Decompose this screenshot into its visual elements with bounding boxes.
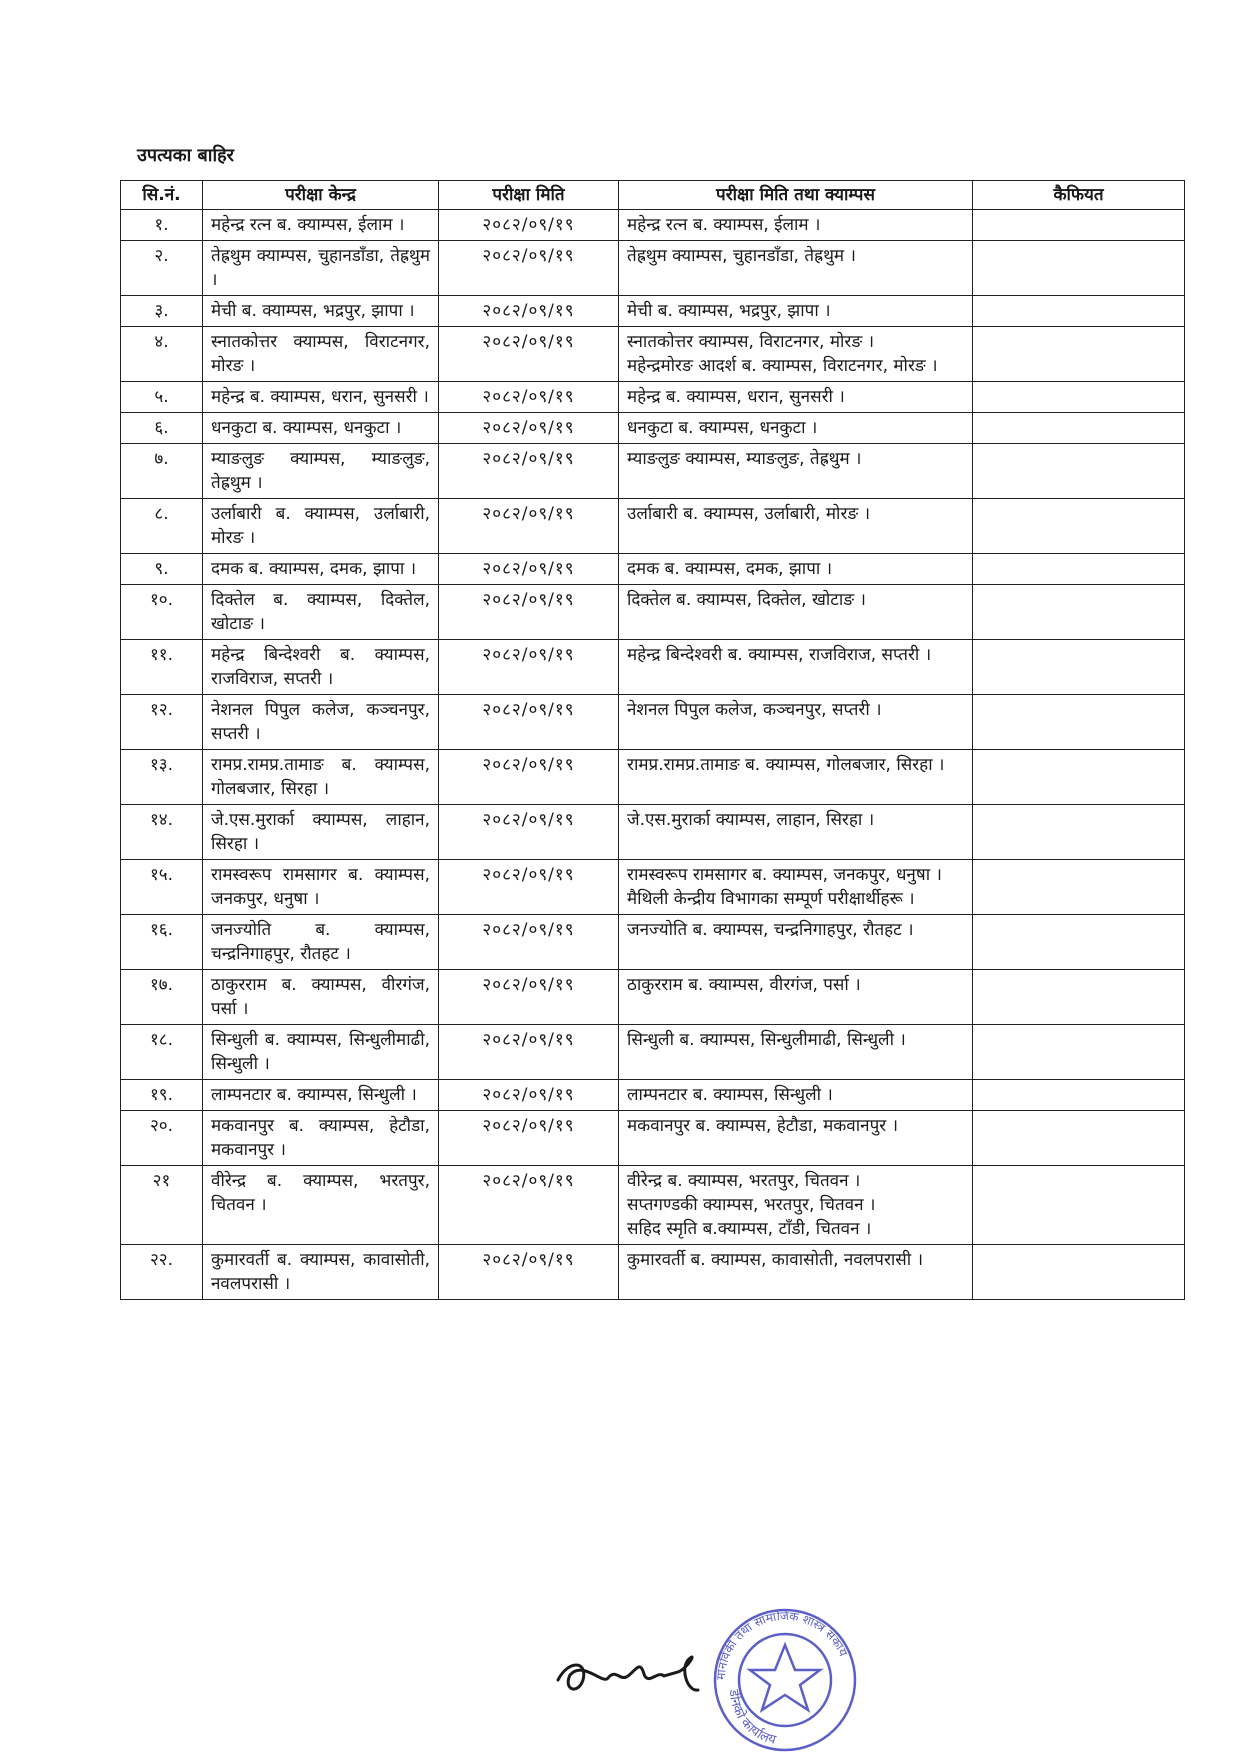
serial-number-cell: ९. [121, 554, 203, 585]
exam-date-cell: २०८२/०९/१९ [439, 640, 619, 695]
serial-number-cell: ८. [121, 499, 203, 554]
campus-line: कुमारवर्ती ब. क्याम्पस, कावासोती, नवलपरासी । [627, 1250, 924, 1270]
serial-number-cell: १४. [121, 805, 203, 860]
exam-center-cell: स्नातकोत्तर क्याम्पस, विराटनगर, मोरङ । [203, 327, 439, 382]
serial-number-cell: १७. [121, 970, 203, 1025]
campus-line: रामप्र.रामप्र.तामाङ ब. क्याम्पस, गोलबजार, सिरहा । [627, 755, 945, 775]
campus-line: मकवानपुर ब. क्याम्पस, हेटौडा, मकवानपुर । [627, 1116, 899, 1136]
exam-campus-cell [619, 695, 973, 750]
exam-campus-cell [619, 1166, 973, 1245]
exam-campus-cell [619, 805, 973, 860]
remarks-cell [973, 860, 1185, 915]
campus-line: तेह्रथुम क्याम्पस, चुहानडाँडा, तेह्रथुम । [627, 246, 856, 266]
exam-center-cell: मकवानपुर ब. क्याम्पस, हेटौडा, मकवानपुर । [203, 1111, 439, 1166]
exam-campus-cell [619, 915, 973, 970]
exam-center-cell: दिक्तेल ब. क्याम्पस, दिक्तेल, खोटाङ । [203, 585, 439, 640]
exam-campus-cell [619, 554, 973, 585]
exam-date-cell: २०८२/०९/१९ [439, 210, 619, 241]
footer-area [0, 1590, 1240, 1755]
campus-line: दमक ब. क्याम्पस, दमक, झापा । [627, 559, 833, 579]
exam-date-cell: २०८२/०९/१९ [439, 585, 619, 640]
table-row [121, 1245, 1185, 1300]
table-row [121, 750, 1185, 805]
exam-center-cell: कुमारवर्ती ब. क्याम्पस, कावासोती, नवलपरासी । [203, 1245, 439, 1300]
exam-campus-cell [619, 499, 973, 554]
table-row [121, 444, 1185, 499]
table-row [121, 382, 1185, 413]
exam-center-cell: म्याङलुङ क्याम्पस, म्याङलुङ, तेह्रथुम । [203, 444, 439, 499]
exam-campus-cell [619, 585, 973, 640]
exam-date-cell: २०८२/०९/१९ [439, 915, 619, 970]
serial-number-cell: १६. [121, 915, 203, 970]
exam-date-cell: २०८२/०९/१९ [439, 296, 619, 327]
exam-center-cell: रामस्वरूप रामसागर ब. क्याम्पस, जनकपुर, धनुषा । [203, 860, 439, 915]
serial-number-cell: १९. [121, 1080, 203, 1111]
campus-line: महेन्द्र बिन्देश्वरी ब. क्याम्पस, राजविराज, सप्तरी । [627, 645, 932, 665]
exam-center-cell: महेन्द्र रत्न ब. क्याम्पस, ईलाम । [203, 210, 439, 241]
remarks-cell [973, 241, 1185, 296]
campus-line: उर्लाबारी ब. क्याम्पस, उर्लाबारी, मोरङ । [627, 504, 871, 524]
campus-line: सप्तगण्डकी क्याम्पस, भरतपुर, चितवन । [627, 1195, 876, 1215]
remarks-cell [973, 327, 1185, 382]
serial-number-cell: २२. [121, 1245, 203, 1300]
campus-line: मेची ब. क्याम्पस, भद्रपुर, झापा । [627, 301, 831, 321]
campus-line: जनज्योति ब. क्याम्पस, चन्द्रनिगाहपुर, रौतहट । [627, 920, 914, 940]
exam-date-cell: २०८२/०९/१९ [439, 241, 619, 296]
exam-campus-cell [619, 413, 973, 444]
exam-campus-cell [619, 210, 973, 241]
exam-campus-cell [619, 1080, 973, 1111]
campus-line: धनकुटा ब. क्याम्पस, धनकुटा । [627, 418, 818, 438]
exam-date-cell: २०८२/०९/१९ [439, 1025, 619, 1080]
table-row [121, 241, 1185, 296]
exam-date-cell: २०८२/०९/१९ [439, 554, 619, 585]
table-row [121, 499, 1185, 554]
table-header-row [121, 181, 1185, 210]
table-row [121, 860, 1185, 915]
exam-date-cell: २०८२/०९/१९ [439, 750, 619, 805]
remarks-cell [973, 1080, 1185, 1111]
remarks-cell [973, 210, 1185, 241]
campus-line: नेशनल पिपुल कलेज, कञ्चनपुर, सप्तरी । [627, 700, 882, 720]
campus-line: जे.एस.मुरार्का क्याम्पस, लाहान, सिरहा । [627, 810, 875, 830]
exam-campus-cell [619, 750, 973, 805]
serial-number-cell: ११. [121, 640, 203, 695]
exam-campus-cell [619, 860, 973, 915]
table-row [121, 1166, 1185, 1245]
exam-date-cell: २०८२/०९/१९ [439, 695, 619, 750]
remarks-cell [973, 1166, 1185, 1245]
exam-center-cell: मेची ब. क्याम्पस, भद्रपुर, झापा । [203, 296, 439, 327]
exam-date-cell: २०८२/०९/१९ [439, 1245, 619, 1300]
header-remarks: कैफियत [973, 181, 1185, 210]
campus-line: म्याङलुङ क्याम्पस, म्याङलुङ, तेह्रथुम । [627, 449, 862, 469]
exam-campus-cell [619, 382, 973, 413]
remarks-cell [973, 382, 1185, 413]
campus-line: लाम्पनटार ब. क्याम्पस, सिन्धुली । [627, 1085, 833, 1105]
remarks-cell [973, 585, 1185, 640]
serial-number-cell: २१ [121, 1166, 203, 1245]
table-row [121, 695, 1185, 750]
table-row [121, 970, 1185, 1025]
svg-text:डीनको कार्यालय [726, 1688, 778, 1748]
exam-date-cell: २०८२/०९/१९ [439, 860, 619, 915]
exam-center-cell: लाम्पनटार ब. क्याम्पस, सिन्धुली । [203, 1080, 439, 1111]
exam-center-cell: महेन्द्र ब. क्याम्पस, धरान, सुनसरी । [203, 382, 439, 413]
table-row [121, 1080, 1185, 1111]
table-row [121, 805, 1185, 860]
exam-center-cell: वीरेन्द्र ब. क्याम्पस, भरतपुर, चितवन । [203, 1166, 439, 1245]
exam-date-cell: २०८२/०९/१९ [439, 805, 619, 860]
exam-campus-cell [619, 241, 973, 296]
remarks-cell [973, 640, 1185, 695]
campus-line: महेन्द्रमोरङ आदर्श ब. क्याम्पस, विराटनगर, मोरङ । [627, 356, 938, 376]
serial-number-cell: २. [121, 241, 203, 296]
campus-line: रामस्वरूप रामसागर ब. क्याम्पस, जनकपुर, धनुषा । [627, 865, 942, 885]
serial-number-cell: १३. [121, 750, 203, 805]
exam-center-cell: धनकुटा ब. क्याम्पस, धनकुटा । [203, 413, 439, 444]
exam-date-cell: २०८२/०९/१९ [439, 970, 619, 1025]
seal-text-top: मानविकी तथा सामाजिक शास्त्र सकाय [713, 1608, 851, 1681]
serial-number-cell: ४. [121, 327, 203, 382]
header-exam-center: परीक्षा केन्द्र [203, 181, 439, 210]
exam-campus-cell [619, 1245, 973, 1300]
exam-date-cell: २०८२/०९/१९ [439, 444, 619, 499]
exam-campus-cell [619, 1111, 973, 1166]
exam-campus-cell [619, 1025, 973, 1080]
header-exam-date-and-campus: परीक्षा मिति तथा क्याम्पस [619, 181, 973, 210]
exam-date-cell: २०८२/०९/१९ [439, 382, 619, 413]
header-serial-number: सि.नं. [121, 181, 203, 210]
exam-campus-cell [619, 444, 973, 499]
exam-campus-cell [619, 296, 973, 327]
exam-date-cell: २०८२/०९/१९ [439, 413, 619, 444]
table-row [121, 585, 1185, 640]
table-row [121, 915, 1185, 970]
table-row [121, 413, 1185, 444]
remarks-cell [973, 444, 1185, 499]
serial-number-cell: १५. [121, 860, 203, 915]
remarks-cell [973, 1245, 1185, 1300]
remarks-cell [973, 413, 1185, 444]
header-exam-date: परीक्षा मिति [439, 181, 619, 210]
table-row [121, 640, 1185, 695]
campus-line: ठाकुरराम ब. क्याम्पस, वीरगंज, पर्सा । [627, 975, 861, 995]
campus-line: दिक्तेल ब. क्याम्पस, दिक्तेल, खोटाङ । [627, 590, 866, 610]
exam-center-cell: नेशनल पिपुल कलेज, कञ्चनपुर, सप्तरी । [203, 695, 439, 750]
exam-center-cell: दमक ब. क्याम्पस, दमक, झापा । [203, 554, 439, 585]
serial-number-cell: १२. [121, 695, 203, 750]
remarks-cell [973, 1111, 1185, 1166]
exam-date-cell: २०८२/०९/१९ [439, 327, 619, 382]
exam-campus-cell [619, 327, 973, 382]
serial-number-cell: ५. [121, 382, 203, 413]
campus-line: सहिद स्मृति ब.क्याम्पस, टाँडी, चितवन । [627, 1219, 872, 1239]
exam-center-cell: ठाकुरराम ब. क्याम्पस, वीरगंज, पर्सा । [203, 970, 439, 1025]
serial-number-cell: ७. [121, 444, 203, 499]
exam-schedule-table [120, 180, 1185, 1300]
exam-date-cell: २०८२/०९/१९ [439, 1080, 619, 1111]
exam-campus-cell [619, 640, 973, 695]
remarks-cell [973, 695, 1185, 750]
remarks-cell [973, 554, 1185, 585]
exam-center-cell: तेह्रथुम क्याम्पस, चुहानडाँडा, तेह्रथुम । [203, 241, 439, 296]
serial-number-cell: २०. [121, 1111, 203, 1166]
office-seal [700, 1590, 870, 1755]
exam-center-cell: जे.एस.मुरार्का क्याम्पस, लाहान, सिरहा । [203, 805, 439, 860]
serial-number-cell: ६. [121, 413, 203, 444]
exam-date-cell: २०८२/०९/१९ [439, 1111, 619, 1166]
seal-text-bottom: डीनको कार्यालय [725, 1688, 778, 1748]
table-row [121, 327, 1185, 382]
serial-number-cell: १८. [121, 1025, 203, 1080]
remarks-cell [973, 805, 1185, 860]
exam-center-cell: रामप्र.रामप्र.तामाङ ब. क्याम्पस, गोलबजार, सिरहा । [203, 750, 439, 805]
table-row [121, 554, 1185, 585]
remarks-cell [973, 1025, 1185, 1080]
table-row [121, 296, 1185, 327]
table-row [121, 1025, 1185, 1080]
remarks-cell [973, 970, 1185, 1025]
remarks-cell [973, 915, 1185, 970]
remarks-cell [973, 296, 1185, 327]
campus-line: महेन्द्र ब. क्याम्पस, धरान, सुनसरी । [627, 387, 845, 407]
exam-center-cell: सिन्धुली ब. क्याम्पस, सिन्धुलीमाढी, सिन्धुली । [203, 1025, 439, 1080]
campus-line: वीरेन्द्र ब. क्याम्पस, भरतपुर, चितवन । [627, 1171, 861, 1191]
exam-date-cell: २०८२/०९/१९ [439, 1166, 619, 1245]
serial-number-cell: १. [121, 210, 203, 241]
campus-line: मैथिली केन्द्रीय विभागका सम्पूर्ण परीक्षार्थीहरू । [627, 889, 915, 909]
table-body [121, 210, 1185, 1300]
section-heading: उपत्यका बाहिर [137, 145, 235, 166]
campus-line: सिन्धुली ब. क्याम्पस, सिन्धुलीमाढी, सिन्धुली । [627, 1030, 906, 1050]
campus-line: महेन्द्र रत्न ब. क्याम्पस, ईलाम । [627, 215, 821, 235]
campus-line: स्नातकोत्तर क्याम्पस, विराटनगर, मोरङ । [627, 332, 875, 352]
exam-center-cell: महेन्द्र बिन्देश्वरी ब. क्याम्पस, राजविराज, सप्तरी । [203, 640, 439, 695]
serial-number-cell: ३. [121, 296, 203, 327]
exam-center-cell: उर्लाबारी ब. क्याम्पस, उर्लाबारी, मोरङ । [203, 499, 439, 554]
table-row [121, 1111, 1185, 1166]
remarks-cell [973, 750, 1185, 805]
exam-date-cell: २०८२/०९/१९ [439, 499, 619, 554]
exam-center-cell: जनज्योति ब. क्याम्पस, चन्द्रनिगाहपुर, रौतहट । [203, 915, 439, 970]
serial-number-cell: १०. [121, 585, 203, 640]
table-row [121, 210, 1185, 241]
remarks-cell [973, 499, 1185, 554]
exam-campus-cell [619, 970, 973, 1025]
